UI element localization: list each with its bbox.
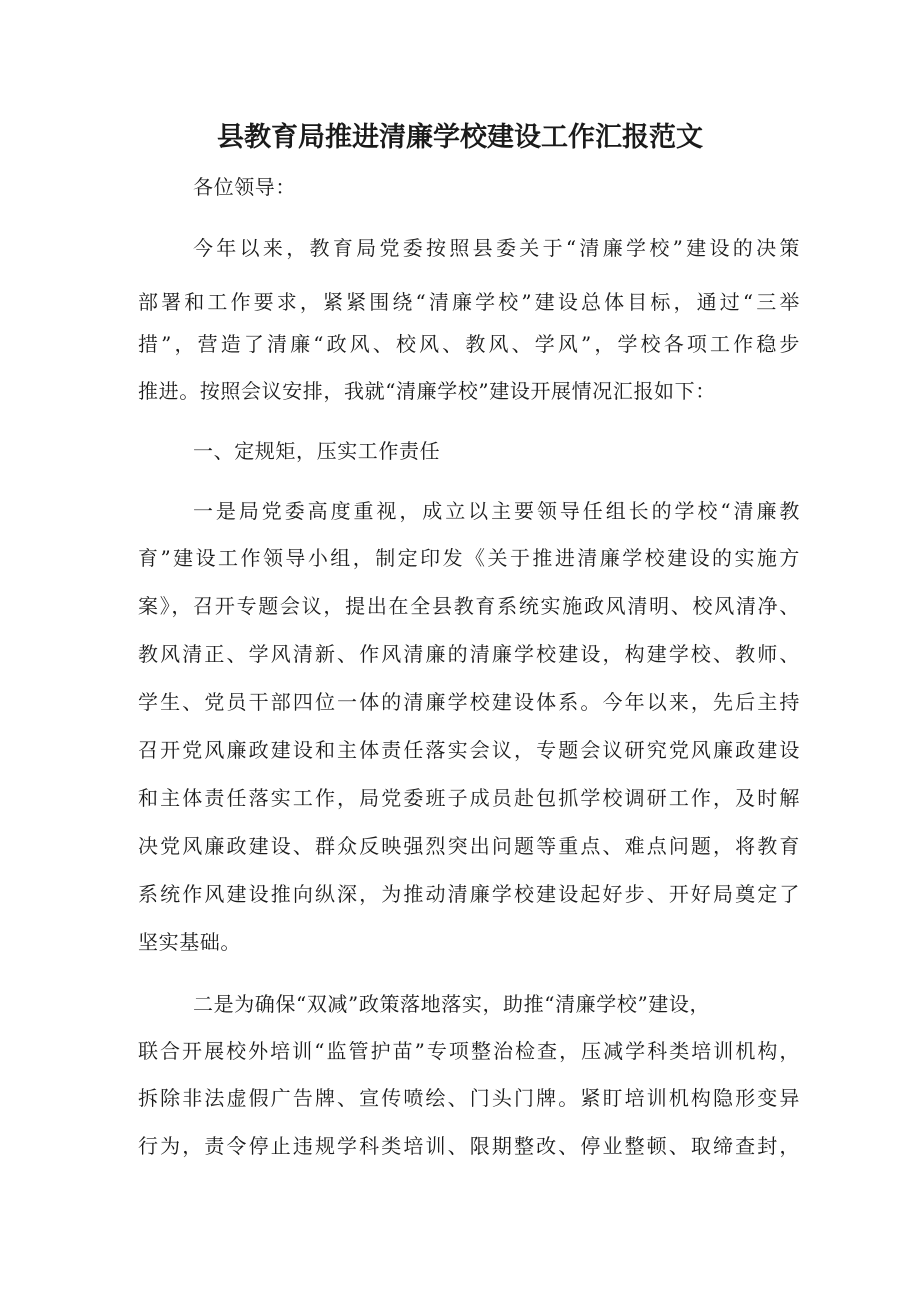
paragraph-line: 坚实基础。 <box>138 930 241 954</box>
paragraph-line: 推进。按照会议安排，我就“清廉学校”建设开展情况汇报如下： <box>138 379 716 403</box>
paragraph-line: 召开党风廉政建设和主体责任落实会议，专题会议研究党风廉政建设 <box>138 738 800 762</box>
section-heading: 一、定规矩，压实工作责任 <box>193 439 441 463</box>
paragraph-line: 拆除非法虚假广告牌、宣传喷绘、门头门牌。紧盯培训机构隐形变异 <box>138 1086 800 1110</box>
paragraph-line: 措”，营造了清廉“政风、校风、教风、学风”，学校各项工作稳步 <box>138 332 800 356</box>
paragraph-line: 系统作风建设推向纵深，为推动清廉学校建设起好步、开好局奠定了 <box>138 882 800 906</box>
paragraph-line: 部署和工作要求，紧紧围绕“清廉学校”建设总体目标，通过“三举 <box>138 290 800 314</box>
paragraph-line: 育”建设工作领导小组，制定印发《关于推进清廉学校建设的实施方 <box>138 546 800 570</box>
salutation: 各位领导： <box>193 175 296 199</box>
paragraph-line: 和主体责任落实工作，局党委班子成员赴包抓学校调研工作，及时解 <box>138 786 800 810</box>
paragraph-line: 二是为确保“双减”政策落地落实，助推“清廉学校”建设， <box>193 992 711 1016</box>
paragraph-line: 联合开展校外培训“监管护苗”专项整治检查，压减学科类培训机构， <box>138 1039 800 1063</box>
paragraph-line: 案》，召开专题会议，提出在全县教育系统实施政风清明、校风清净、 <box>138 594 800 618</box>
paragraph-line: 今年以来，教育局党委按照县委关于“清廉学校”建设的决策 <box>193 236 800 260</box>
paragraph-line: 决党风廉政建设、群众反映强烈突出问题等重点、难点问题，将教育 <box>138 834 800 858</box>
paragraph-line: 学生、党员干部四位一体的清廉学校建设体系。今年以来，先后主持 <box>138 690 800 714</box>
paragraph-line: 行为，责令停止违规学科类培训、限期整改、停业整顿、取缔查封， <box>138 1134 800 1158</box>
paragraph-line: 教风清正、学风清新、作风清廉的清廉学校建设，构建学校、教师、 <box>138 642 800 666</box>
paragraph-line: 一是局党委高度重视，成立以主要领导任组长的学校“清廉教 <box>193 499 800 523</box>
document-title: 县教育局推进清廉学校建设工作汇报范文 <box>217 122 703 153</box>
